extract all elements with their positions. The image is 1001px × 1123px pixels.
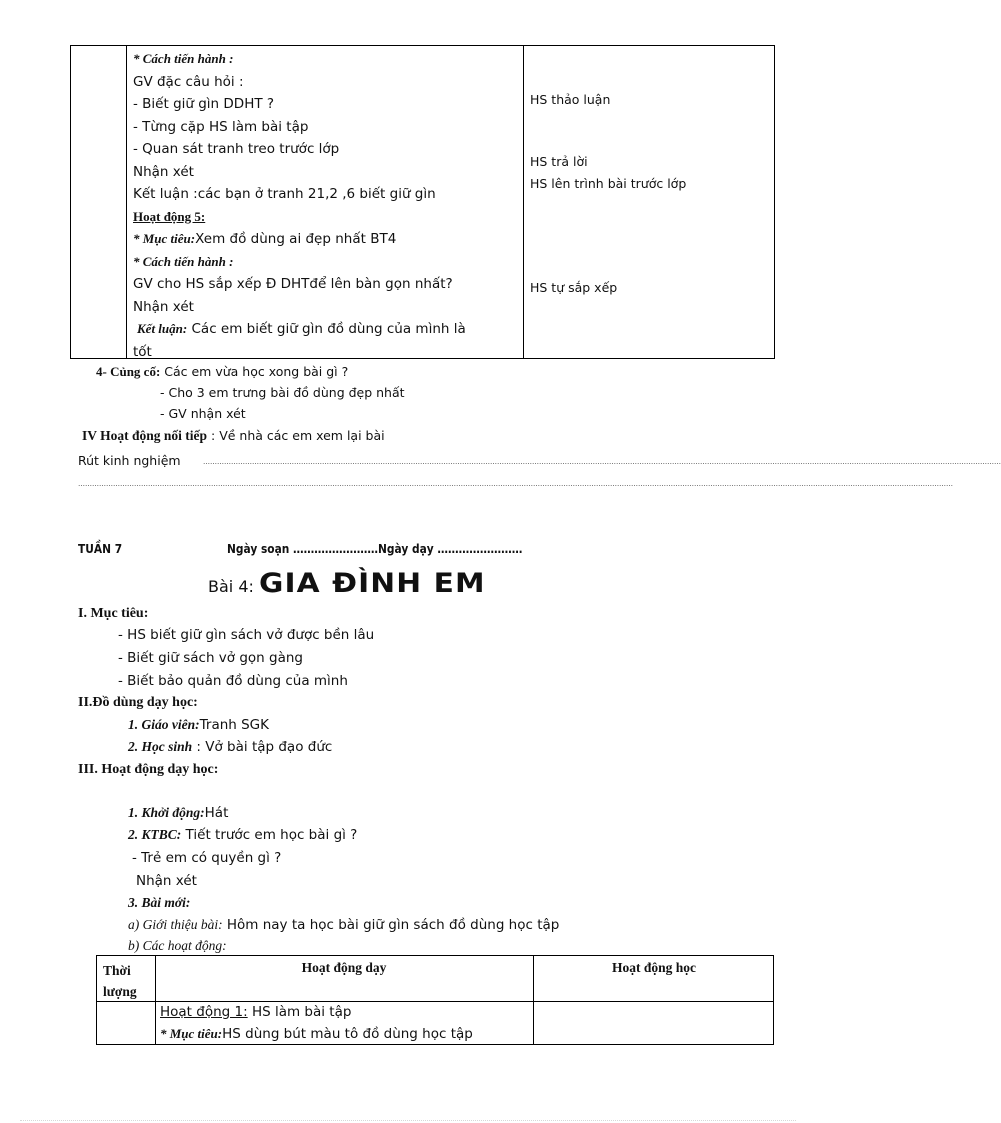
duration-header	[103, 960, 137, 1002]
text-line: Nhận xét	[133, 163, 194, 180]
follow-up-label: IV Hoạt động nối tiếp	[82, 428, 208, 443]
introduction-line	[128, 917, 559, 933]
activity-table-bottom	[96, 955, 774, 1045]
lesson-title	[208, 568, 486, 599]
review-line	[128, 827, 357, 843]
consolidation-text: Các em vừa học xong bài gì ?	[160, 364, 349, 379]
experience-label: Rút kinh nghiệm	[78, 453, 181, 468]
student-answer: HS trả lời	[530, 154, 588, 169]
student-discuss: HS thảo luận	[530, 92, 611, 107]
dotted-fill-line: ……………………………………………………………………………………………………………………………………………………………………………………………………………………………………………………………………………………………………………………………………………	[78, 480, 953, 488]
materials-heading: II.Đồ dùng dạy học:	[78, 695, 198, 710]
text-line: - Biết giữ gìn DDHT ?	[133, 96, 275, 112]
review-remark: Nhận xét	[136, 873, 197, 889]
activity-1-text: HS làm bài tập	[247, 1004, 352, 1020]
table-divider	[523, 46, 524, 358]
teacher-label: 1. Giáo viên:	[128, 717, 200, 732]
objective-item: - Biết giữ sách vở gọn gàng	[118, 650, 303, 666]
lesson-number: Bài 4:	[208, 577, 259, 596]
warmup-text: Hát	[204, 805, 229, 821]
activities-subheading: b) Các hoạt động:	[128, 938, 227, 953]
warmup-line	[128, 805, 228, 821]
objectives-heading: I. Mục tiêu:	[78, 606, 149, 621]
objective-item: - Biết bảo quản đồ dùng của mình	[118, 673, 348, 689]
page-edge-rule	[20, 1120, 796, 1121]
activity-1-label: Hoạt động 1:	[160, 1004, 248, 1020]
week-label: TUẦN 7	[78, 541, 123, 556]
student-arrange: HS tự sắp xếp	[530, 280, 618, 295]
introduction-label: a) Giới thiệu bài:	[128, 917, 223, 932]
text-line: Nhận xét	[133, 298, 194, 315]
objective-label: * Mục tiêu:	[133, 231, 196, 246]
dates-line: Ngày soạn ……………………Ngày dạy ……………………	[227, 541, 523, 556]
follow-up-line	[82, 428, 385, 444]
activity-1-line	[160, 1004, 351, 1020]
activity-5-heading: Hoạt động 5:	[133, 208, 206, 224]
student-present: HS lên trình bài trước lớp	[530, 176, 687, 191]
student-materials-text: : Vở bài tập đạo đức	[192, 739, 333, 755]
text-line	[133, 318, 466, 341]
objective-text: HS dùng bút màu tô đồ dùng học tập	[222, 1026, 473, 1042]
duration-header-line: Thời	[103, 963, 131, 978]
text-line: Kết luận :các bạn ở tranh 21,2 ,6 biết giữ gìn	[133, 186, 436, 202]
text-line: tốt	[133, 343, 152, 360]
teacher-activity-cell	[133, 48, 466, 363]
teaching-header: Hoạt động dạy	[301, 960, 387, 975]
text-line	[133, 228, 466, 251]
objective-item: - HS biết giữ gìn sách vở được bền lâu	[118, 627, 375, 643]
review-question: - Trẻ em có quyền gì ?	[132, 850, 282, 866]
introduction-text: Hôm nay ta học bài giữ gìn sách đồ dùng học tập	[222, 917, 560, 933]
duration-header-line: lượng	[103, 984, 137, 999]
table-divider	[126, 46, 127, 358]
student-materials	[128, 739, 332, 755]
table-divider	[97, 1001, 773, 1002]
objective-text: Xem đồ dùng ai đẹp nhất BT4	[195, 231, 397, 247]
consolidation-item: - GV nhận xét	[160, 406, 246, 421]
new-lesson-heading: 3. Bài mới:	[128, 895, 191, 910]
text-line: - Quan sát tranh treo trước lớp	[133, 141, 340, 157]
method-heading: * Cách tiến hành :	[133, 51, 234, 66]
review-text: Tiết trước em học bài gì ?	[181, 827, 358, 843]
lesson-name: GIA ĐÌNH EM	[258, 568, 486, 599]
activity-table-top	[70, 45, 775, 359]
conclusion-label: Kết luận:	[137, 321, 188, 336]
consolidation-line	[96, 364, 348, 380]
activities-heading: III. Hoạt động dạy học:	[78, 762, 219, 777]
student-label: 2. Học sinh	[128, 739, 193, 754]
learning-header: Hoạt động học	[611, 960, 696, 975]
warmup-label: 1. Khởi động:	[128, 805, 205, 820]
text-line: GV đặc câu hỏi :	[133, 73, 244, 90]
teacher-materials-text: Tranh SGK	[199, 717, 269, 733]
dotted-fill-line: ………………………………………………………………………………………………………………………………………………………………………………………………………………………………………………………………………………………………………………	[203, 458, 1001, 466]
consolidation-item: - Cho 3 em trưng bài đồ dùng đẹp nhất	[160, 385, 405, 400]
activity-1-objective	[160, 1026, 473, 1042]
method-heading: * Cách tiến hành :	[133, 253, 234, 269]
review-label: 2. KTBC:	[128, 827, 182, 842]
objective-label: * Mục tiêu:	[160, 1026, 223, 1041]
teacher-materials	[128, 717, 269, 733]
follow-up-text: : Về nhà các em xem lại bài	[207, 428, 385, 443]
conclusion-text: Các em biết giữ gìn đồ dùng của mình là	[187, 321, 466, 337]
consolidation-label: 4- Củng cố:	[96, 364, 161, 379]
text-line: - Từng cặp HS làm bài tập	[133, 118, 309, 135]
text-line: GV cho HS sắp xếp Đ DHTđể lên bàn gọn nhất?	[133, 276, 453, 292]
